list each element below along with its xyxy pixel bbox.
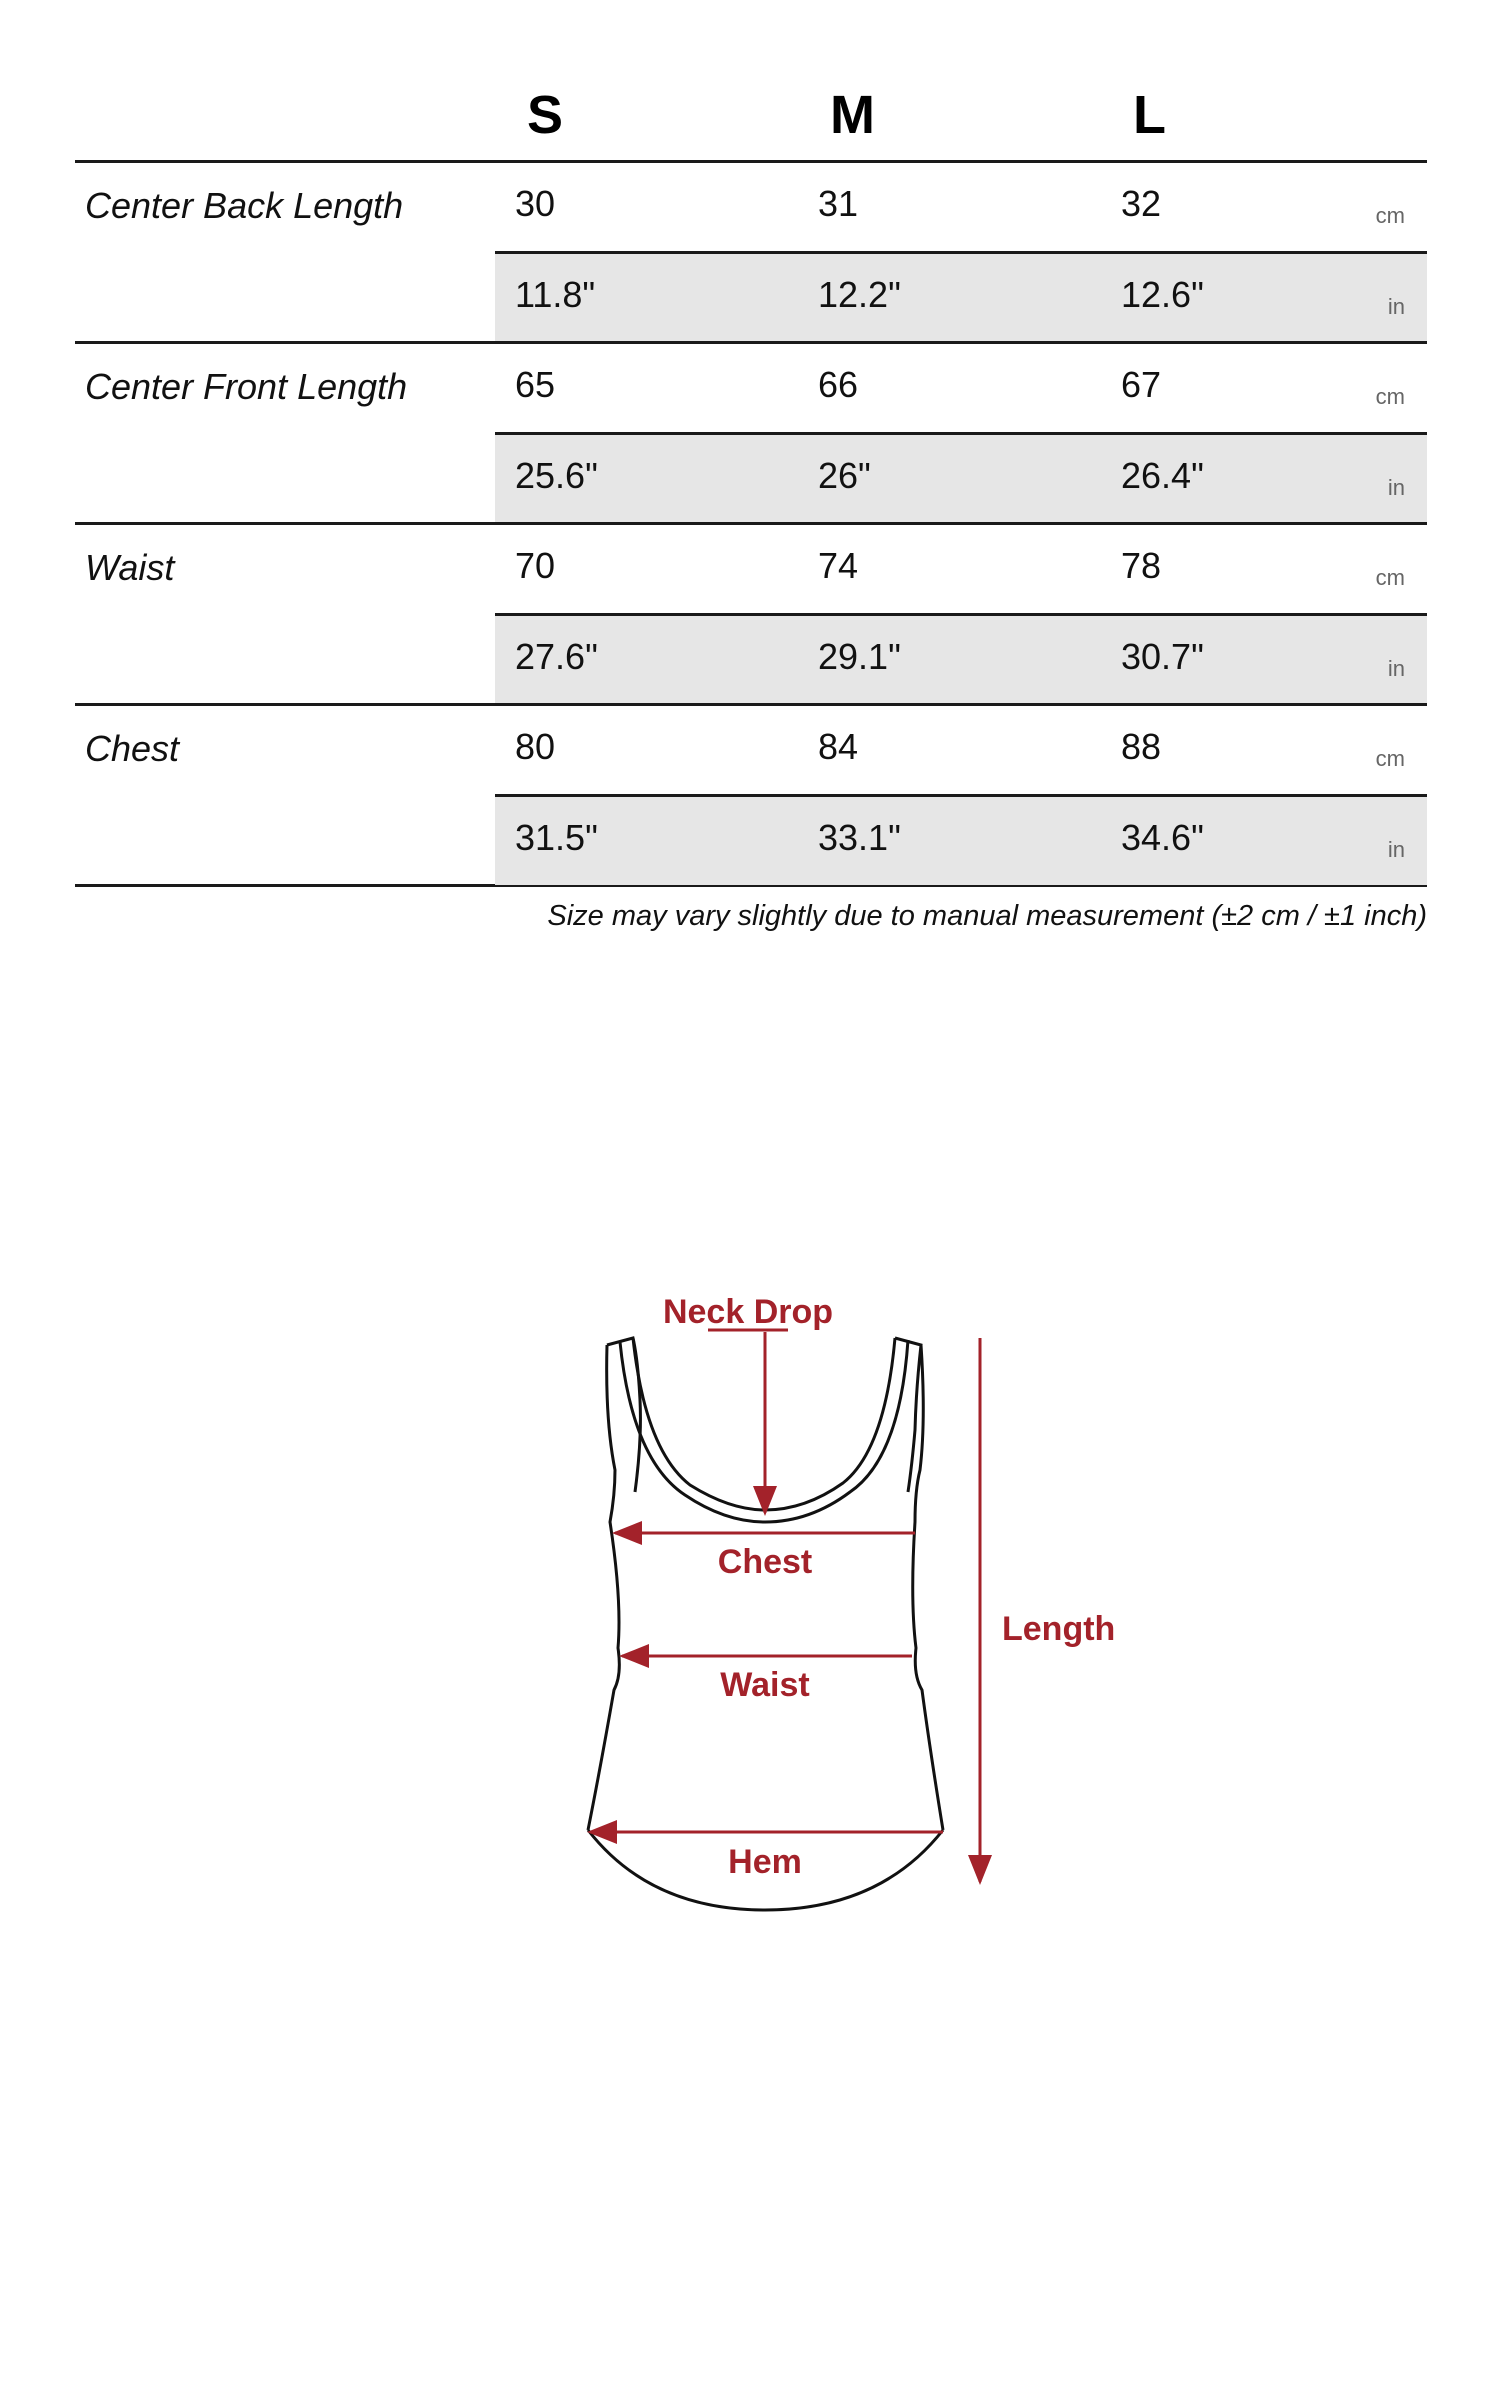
in-row: [495, 613, 1427, 704]
in-row: [495, 794, 1427, 885]
value-s-in: 11.8": [515, 274, 596, 315]
value-m-in: 29.1": [818, 636, 901, 677]
length-label: Length: [1002, 1610, 1116, 1648]
size-chart-table: [75, 160, 1427, 887]
value-l-cm: 88: [1121, 726, 1162, 767]
in-row: [495, 251, 1427, 342]
value-s-cm: 30: [515, 183, 556, 224]
measurement-group-center-back-length: [75, 160, 1427, 341]
unit-in: in: [1387, 837, 1405, 862]
unit-in: in: [1387, 294, 1405, 319]
measurement-note: Size may vary slightly due to manual measurement (±2 cm / ±1 inch): [547, 900, 1427, 932]
chest-label: Chest: [717, 1543, 813, 1581]
value-s-cm: 70: [515, 545, 556, 586]
value-m-cm: 74: [818, 545, 859, 586]
cm-row: [495, 163, 1427, 251]
value-m-in: 26": [818, 455, 871, 496]
neck-drop-label: Neck Drop: [662, 1293, 834, 1331]
value-m-cm: 66: [818, 364, 859, 405]
in-row: [495, 432, 1427, 523]
cm-row: [495, 525, 1427, 613]
value-m-cm: 31: [818, 183, 859, 224]
size-l-header: L: [1133, 85, 1166, 145]
value-l-in: 26.4": [1121, 455, 1204, 496]
cm-row: [495, 706, 1427, 794]
value-s-cm: 65: [515, 364, 556, 405]
value-m-in: 12.2": [818, 274, 901, 315]
measurement-name: Waist: [85, 547, 175, 588]
unit-cm: cm: [1375, 203, 1405, 228]
value-l-cm: 78: [1121, 545, 1162, 586]
measurement-name: Chest: [85, 728, 180, 769]
value-l-in: 34.6": [1121, 817, 1204, 858]
value-l-in: 12.6": [1121, 274, 1204, 315]
value-l-cm: 32: [1121, 183, 1162, 224]
value-s-in: 31.5": [515, 817, 598, 858]
size-s-header: S: [527, 85, 564, 145]
value-s-in: 25.6": [515, 455, 598, 496]
tank-top-measurement-diagram: [560, 1270, 1116, 1910]
waist-label: Waist: [720, 1666, 810, 1704]
value-m-cm: 84: [818, 726, 859, 767]
unit-cm: cm: [1375, 746, 1405, 771]
measurement-name: Center Back Length: [85, 185, 404, 226]
cm-row: [495, 344, 1427, 432]
unit-in: in: [1387, 656, 1405, 681]
tank-top-diagram-svg: [560, 1270, 1116, 1910]
value-l-in: 30.7": [1121, 636, 1204, 677]
size-m-header: M: [830, 85, 875, 145]
hem-label: Hem: [728, 1843, 802, 1881]
size-header-row: [0, 80, 1500, 160]
measurement-group-waist: [75, 522, 1427, 703]
value-s-cm: 80: [515, 726, 556, 767]
value-l-cm: 67: [1121, 364, 1162, 405]
measurement-group-chest: [75, 703, 1427, 887]
measurement-name: Center Front Length: [85, 366, 408, 407]
measurement-group-center-front-length: [75, 341, 1427, 522]
unit-in: in: [1387, 475, 1405, 500]
unit-cm: cm: [1375, 384, 1405, 409]
unit-cm: cm: [1375, 565, 1405, 590]
value-s-in: 27.6": [515, 636, 598, 677]
value-m-in: 33.1": [818, 817, 901, 858]
